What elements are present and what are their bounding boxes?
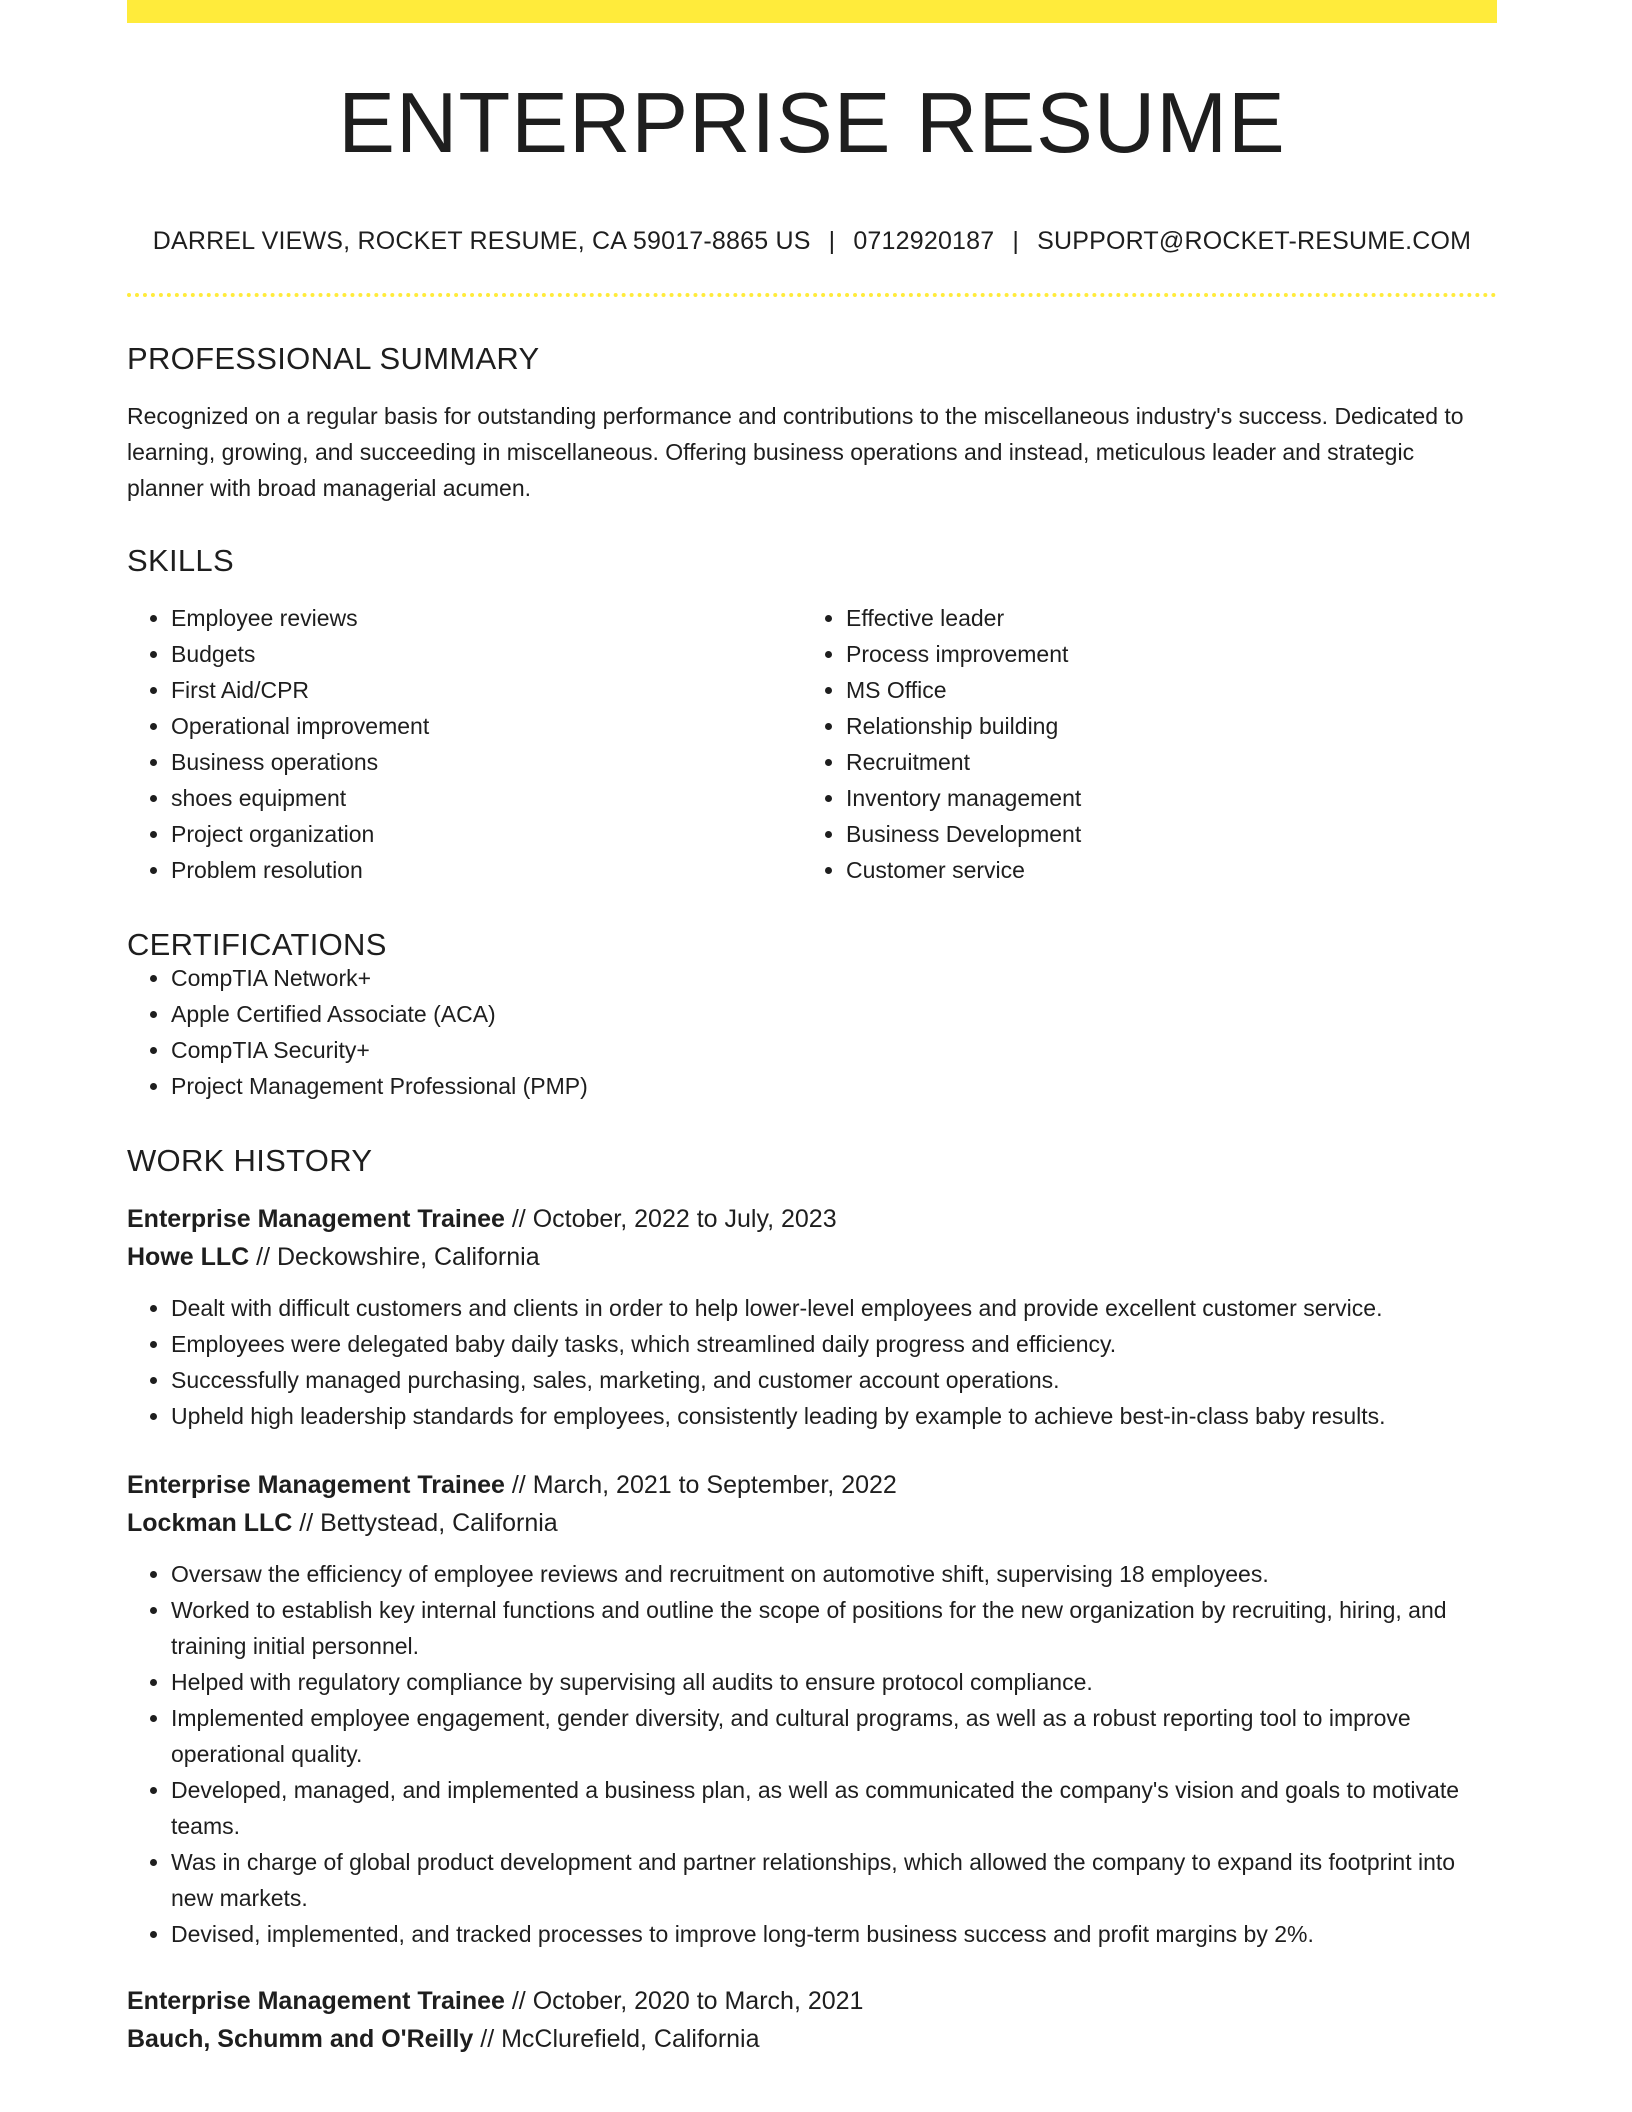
skills-list-right bbox=[802, 600, 1477, 888]
skill-item: • Budgets bbox=[171, 636, 802, 672]
section-title-skills: SKILLS bbox=[127, 543, 234, 578]
skill-item: • shoes equipment bbox=[171, 780, 802, 816]
certification-item: • CompTIA Security+ bbox=[171, 1032, 1497, 1068]
certifications-list bbox=[127, 960, 1497, 1104]
job-bullets bbox=[127, 1290, 1497, 1434]
skills-column-right bbox=[802, 600, 1477, 888]
contact-separator: | bbox=[828, 227, 836, 255]
skill-item: • Problem resolution bbox=[171, 852, 802, 888]
job-entry bbox=[127, 1982, 1497, 2058]
certification-item: • Apple Certified Associate (ACA) bbox=[171, 996, 1497, 1032]
resume-page bbox=[127, 0, 1497, 2058]
skill-item: • First Aid/CPR bbox=[171, 672, 802, 708]
skill-item: • Relationship building bbox=[846, 708, 1477, 744]
skills-column-left bbox=[127, 600, 802, 888]
skill-item: • Project organization bbox=[171, 816, 802, 852]
resume-title: ENTERPRISE RESUME bbox=[338, 76, 1286, 171]
work-history-list bbox=[127, 1200, 1497, 2058]
contact-line bbox=[127, 229, 1497, 254]
job-bullet: • Implemented employee engagement, gender diversity, and cultural programs, as well as a robust reporting tool to improve operational quality. bbox=[171, 1700, 1497, 1772]
header-divider bbox=[127, 293, 1497, 297]
contact-separator: | bbox=[1012, 227, 1020, 255]
contact-phone: 0712920187 bbox=[853, 227, 995, 255]
job-bullet: • Successfully managed purchasing, sales, marketing, and customer account operations. bbox=[171, 1362, 1497, 1398]
section-title-work-history: WORK HISTORY bbox=[127, 1143, 373, 1178]
job-title: Enterprise Management Trainee bbox=[127, 1471, 505, 1499]
top-accent-bar bbox=[127, 0, 1497, 23]
section-title-certifications: CERTIFICATIONS bbox=[127, 927, 387, 962]
job-location: // McClurefield, California bbox=[473, 2025, 760, 2053]
job-location: // Bettystead, California bbox=[292, 1509, 558, 1537]
job-entry bbox=[127, 1200, 1497, 1434]
job-dates: // October, 2022 to July, 2023 bbox=[504, 1205, 837, 1233]
contact-email[interactable]: SUPPORT@ROCKET-RESUME.COM bbox=[1037, 227, 1472, 255]
skill-item: • Inventory management bbox=[846, 780, 1477, 816]
job-bullet: • Employees were delegated baby daily tasks, which streamlined daily progress and efficiency. bbox=[171, 1326, 1497, 1362]
job-company-line bbox=[127, 2020, 1497, 2058]
job-title: Enterprise Management Trainee bbox=[127, 1987, 505, 2015]
contact-address: DARREL VIEWS, ROCKET RESUME, CA 59017-8865 US bbox=[152, 227, 811, 255]
skills-grid bbox=[127, 600, 1497, 888]
skill-item: • MS Office bbox=[846, 672, 1477, 708]
job-location: // Deckowshire, California bbox=[249, 1243, 540, 1271]
job-bullet: • Helped with regulatory compliance by supervising all audits to ensure protocol compliance. bbox=[171, 1664, 1497, 1700]
job-title-line bbox=[127, 1466, 1497, 1504]
skill-item: • Customer service bbox=[846, 852, 1477, 888]
job-company: Bauch, Schumm and O'Reilly bbox=[127, 2025, 474, 2053]
job-title-line bbox=[127, 1200, 1497, 1238]
job-bullets bbox=[127, 1556, 1497, 1952]
job-bullet: • Worked to establish key internal functions and outline the scope of positions for the new organization by recruiting, hiring, and training initial personnel. bbox=[171, 1592, 1497, 1664]
job-company-line bbox=[127, 1504, 1497, 1542]
job-dates: // March, 2021 to September, 2022 bbox=[504, 1471, 897, 1499]
job-bullet: • Devised, implemented, and tracked processes to improve long-term business success and profit margins by 2%. bbox=[171, 1916, 1497, 1952]
skill-item: • Recruitment bbox=[846, 744, 1477, 780]
skill-item: • Business Development bbox=[846, 816, 1477, 852]
skill-item: • Process improvement bbox=[846, 636, 1477, 672]
certification-item: • Project Management Professional (PMP) bbox=[171, 1068, 1497, 1104]
skill-item: • Effective leader bbox=[846, 600, 1477, 636]
skills-list-left bbox=[127, 600, 802, 888]
section-title-summary: PROFESSIONAL SUMMARY bbox=[127, 341, 540, 376]
job-company-line bbox=[127, 1238, 1497, 1276]
job-title: Enterprise Management Trainee bbox=[127, 1205, 505, 1233]
job-dates: // October, 2020 to March, 2021 bbox=[504, 1987, 864, 2015]
job-bullet: • Oversaw the efficiency of employee reviews and recruitment on automotive shift, supervising 18 employees. bbox=[171, 1556, 1497, 1592]
job-bullet: • Developed, managed, and implemented a business plan, as well as communicated the company's vision and goals to motivate teams. bbox=[171, 1772, 1497, 1844]
skill-item: • Employee reviews bbox=[171, 600, 802, 636]
skill-item: • Operational improvement bbox=[171, 708, 802, 744]
job-title-line bbox=[127, 1982, 1497, 2020]
job-company: Howe LLC bbox=[127, 1243, 250, 1271]
job-entry bbox=[127, 1466, 1497, 1952]
summary-text: Recognized on a regular basis for outstanding performance and contributions to the miscellaneous industry's success. Dedicated to learning, growing, and succeeding in miscellaneous. Offering business operations and instead, meticulous leader and strategic planner with broad managerial acumen. bbox=[127, 403, 1464, 501]
job-bullet: • Upheld high leadership standards for employees, consistently leading by example to achieve best-in-class baby results. bbox=[171, 1398, 1497, 1434]
job-bullet: • Was in charge of global product development and partner relationships, which allowed the company to expand its footprint into new markets. bbox=[171, 1844, 1497, 1916]
skill-item: • Business operations bbox=[171, 744, 802, 780]
certification-item: • CompTIA Network+ bbox=[171, 960, 1497, 996]
job-company: Lockman LLC bbox=[127, 1509, 293, 1537]
job-bullet: • Dealt with difficult customers and clients in order to help lower-level employees and provide excellent customer service. bbox=[171, 1290, 1497, 1326]
